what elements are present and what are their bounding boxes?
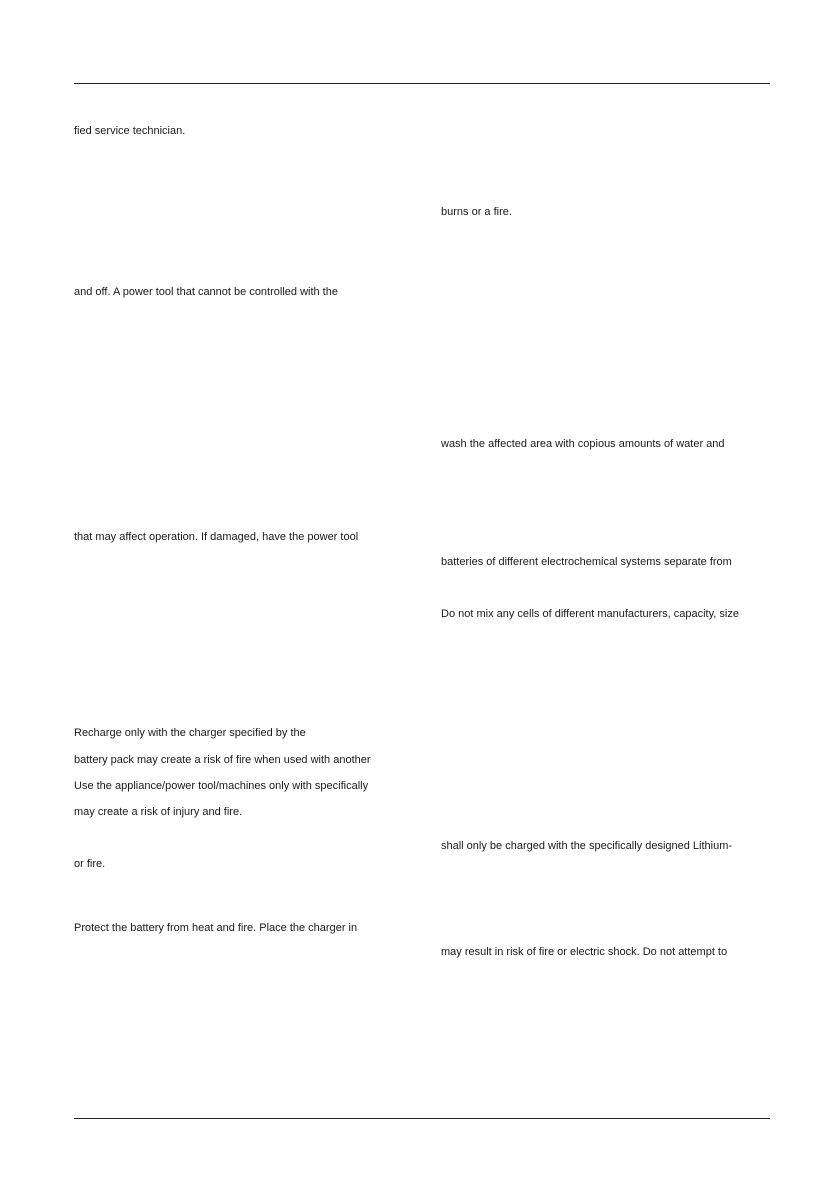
text-line: may result in risk of fire or electric shock. Do not attempt to (441, 946, 728, 958)
header-rule (74, 83, 770, 84)
text-line: burns or a fire. (441, 206, 512, 218)
footer-rule (74, 1118, 770, 1119)
text-line: Protect the battery from heat and fire. Place the charger in (74, 922, 358, 934)
text-line: wash the affected area with copious amounts of water and (441, 438, 725, 450)
text-line: Recharge only with the charger specified by the (74, 727, 306, 739)
text-line: Do not mix any cells of different manufacturers, capacity, size (441, 608, 739, 620)
text-line: that may affect operation. If damaged, have the power tool (74, 531, 359, 543)
text-line: may create a risk of injury and fire. (74, 806, 243, 818)
text-line: Use the appliance/power tool/machines only with specifically (74, 780, 369, 792)
text-line: batteries of different electrochemical systems separate from (441, 556, 732, 568)
text-line: and off. A power tool that cannot be controlled with the (74, 286, 338, 298)
text-line: shall only be charged with the specifically designed Lithium- (441, 840, 733, 852)
text-line: fied service technician. (74, 125, 186, 137)
text-line: battery pack may create a risk of fire when used with another (74, 754, 371, 766)
text-line: or fire. (74, 858, 106, 870)
